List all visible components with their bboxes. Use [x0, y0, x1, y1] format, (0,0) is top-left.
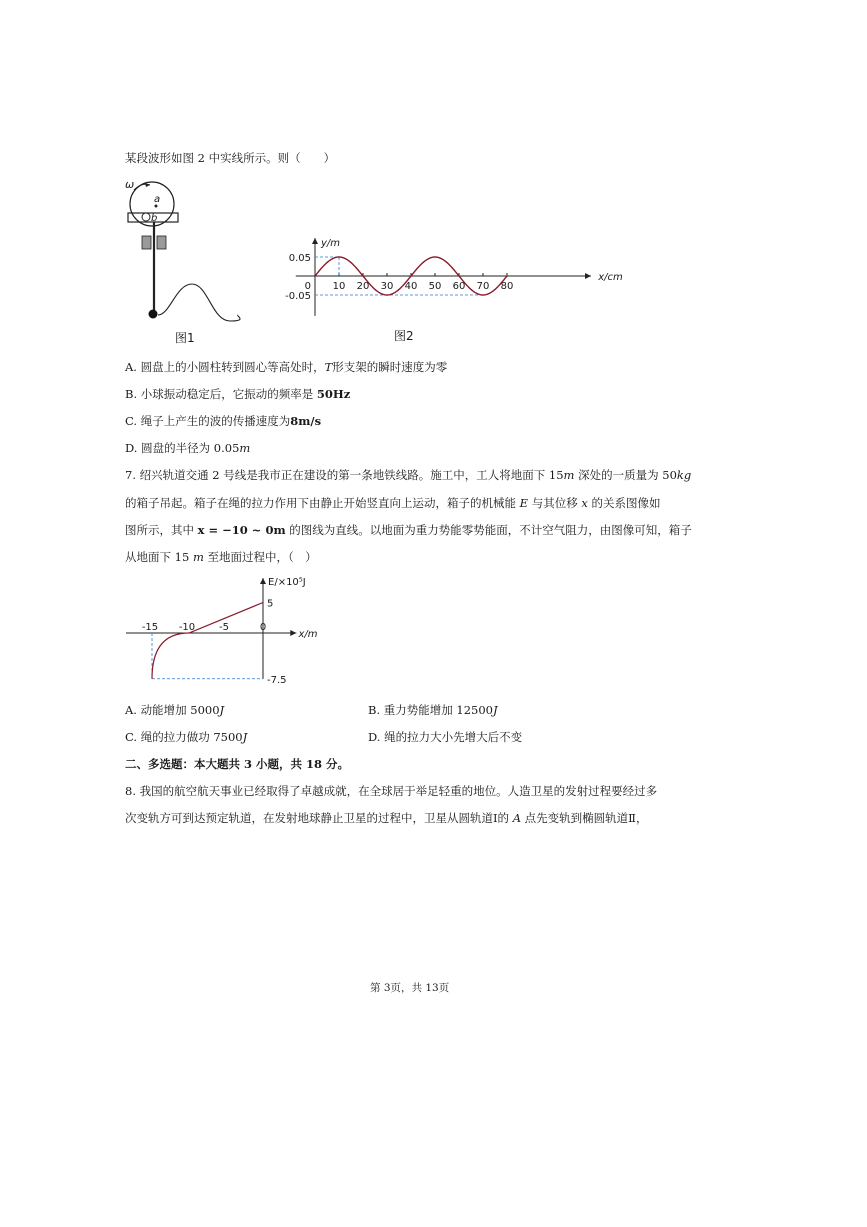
q8-line-1: 8. 我国的航空航天事业已经取得了卓越成就，在全球居于举足轻重的地位。人造卫星的发射过程要经过多	[125, 784, 658, 798]
option-letter: C.	[125, 414, 138, 428]
q6-option-d	[125, 441, 250, 455]
option-letter: A.	[125, 360, 137, 374]
q8-line-2	[125, 811, 648, 825]
q7-text: 的关系图像如	[587, 496, 661, 510]
option-value: 8m/s	[290, 414, 322, 428]
option-text: 绳的拉力大小先增大后不变	[384, 730, 523, 744]
option-var: T	[324, 360, 333, 374]
option-letter: A.	[125, 703, 137, 717]
q7-text: 与其位移	[528, 496, 582, 510]
option-letter: D.	[125, 441, 138, 455]
q7-text: 图所示，其中	[125, 523, 198, 537]
q7-unit: m	[563, 468, 575, 482]
option-var: m	[239, 441, 251, 455]
q7-line-1	[125, 468, 691, 482]
fig2-caption: 图2	[393, 329, 414, 343]
fig1-label-b: b	[151, 213, 158, 224]
fig3-xtick-label: -15	[141, 622, 159, 633]
fig2-y-arrow	[312, 238, 318, 244]
option-text: 动能增加 5000	[140, 703, 220, 717]
fig2-xtick-label: 40	[404, 281, 418, 292]
q7-unit: kg	[676, 468, 692, 482]
option-text: 绳子上产生的波的传播速度为	[140, 414, 291, 428]
fig2-xtick-label: 20	[356, 281, 370, 292]
q7-line-4	[125, 550, 317, 564]
fig1-small-cylinder	[142, 213, 150, 221]
fig2-x-arrow	[585, 273, 591, 279]
fig2-xtick-label: 60	[452, 281, 466, 292]
q7-option-d	[368, 730, 522, 744]
option-text: 圆盘上的小圆柱转到圆心等高处时，	[140, 360, 325, 374]
fig3-e-x-curve	[152, 603, 263, 679]
q8-point: A	[512, 811, 522, 825]
q7-range: x = −10 ~ 0m	[197, 523, 286, 537]
fig1-ball	[149, 310, 158, 319]
q7-text: 的箱子吊起。箱子在绳的拉力作用下由静止开始竖直向上运动，箱子的机械能	[125, 496, 520, 510]
q7-text: 深处的一质量为 50	[574, 468, 677, 482]
fig1-caption: 图1	[175, 331, 195, 345]
page-footer: 第 3页，共 13页	[370, 982, 450, 994]
fig2-origin: 0	[304, 281, 311, 292]
option-unit: J	[219, 703, 225, 717]
fig1-omega: ω	[125, 178, 135, 191]
option-text: 圆盘的半径为 0.05	[141, 441, 240, 455]
fig2-ytick-bottom: -0.05	[285, 291, 311, 302]
fig2-xlabel: x/cm	[598, 272, 623, 283]
q7-var: E	[519, 496, 529, 510]
fig3-y-arrow	[260, 578, 266, 584]
option-value: 50Hz	[316, 387, 351, 401]
fig2-xtick-label: 10	[332, 281, 346, 292]
fig2-xtick-label: 50	[428, 281, 442, 292]
fig3-xtick-label: -5	[219, 622, 229, 633]
q8-text: 次变轨方可到达预定轨道，在发射地球静止卫星的过程中，卫星从圆轨道Ⅰ的	[125, 811, 513, 825]
fig3-xtick-label: -10	[178, 622, 196, 633]
option-letter: B.	[125, 387, 138, 401]
fig3-ytick-neg-7-5: -7.5	[267, 674, 287, 686]
q7-line-3	[125, 523, 692, 537]
q7-text: 7. 绍兴轨道交通 2 号线是我市正在建设的第一条地铁线路。施工中，工人将地面下 15	[125, 468, 564, 482]
section-2-heading: 二、多选题：本大题共 3 小题，共 18 分。	[125, 757, 350, 771]
fig3-x-arrow	[290, 630, 296, 636]
q7-var: x	[581, 496, 588, 510]
fig2-xtick-label: 70	[476, 281, 490, 292]
q7-line-2	[125, 496, 661, 510]
fig3-ytick-5: 5	[267, 598, 274, 610]
q7-text: 至地面过程中，（ ）	[203, 550, 317, 564]
fig1-arrowhead	[145, 183, 150, 187]
option-text: 小球振动稳定后，它振动的频率是	[140, 387, 317, 401]
figure-2-chart	[280, 230, 623, 350]
q6-intro: 某段波形如图 2 中实线所示。则（ ）	[125, 151, 336, 165]
option-text-post: 形支架的瞬时速度为零	[332, 360, 448, 374]
q7-option-a	[125, 703, 224, 717]
fig2-ylabel: y/m	[321, 238, 341, 249]
fig2-ytick-top: 0.05	[288, 253, 311, 264]
q6-option-b	[125, 387, 350, 401]
q7-unit: m	[192, 550, 204, 564]
fig3-xlabel: x/m	[298, 629, 318, 640]
option-unit: J	[242, 730, 248, 744]
q6-option-c	[125, 414, 321, 428]
option-text: 绳的拉力做功 7500	[140, 730, 243, 744]
q7-option-c	[125, 730, 247, 744]
fig1-guide-left	[142, 236, 151, 249]
option-text: 重力势能增加 12500	[383, 703, 494, 717]
fig1-label-a: a	[154, 194, 161, 205]
option-letter: D.	[368, 730, 381, 744]
option-letter: C.	[125, 730, 138, 744]
q7-text: 从地面下 15	[125, 550, 193, 564]
q7-option-b	[368, 703, 498, 717]
fig3-xtick-label: 0	[259, 622, 267, 633]
figure-e-x-chart	[120, 572, 320, 687]
option-unit: J	[493, 703, 498, 717]
fig1-guide-right	[157, 236, 166, 249]
q6-option-a	[125, 360, 447, 374]
fig3-ylabel: E/×10⁵J	[268, 577, 306, 588]
figure-1	[120, 176, 250, 348]
fig1-rope-wave	[158, 284, 240, 321]
fig2-xtick-label: 80	[500, 281, 514, 292]
q7-text: 的图线为直线。以地面为重力势能零势能面，不计空气阻力，由图像可知，箱子	[285, 523, 692, 537]
option-letter: B.	[368, 703, 381, 717]
fig2-xtick-label: 30	[380, 281, 394, 292]
q8-text: 点先变轨到椭圆轨道Ⅱ，	[521, 811, 648, 825]
